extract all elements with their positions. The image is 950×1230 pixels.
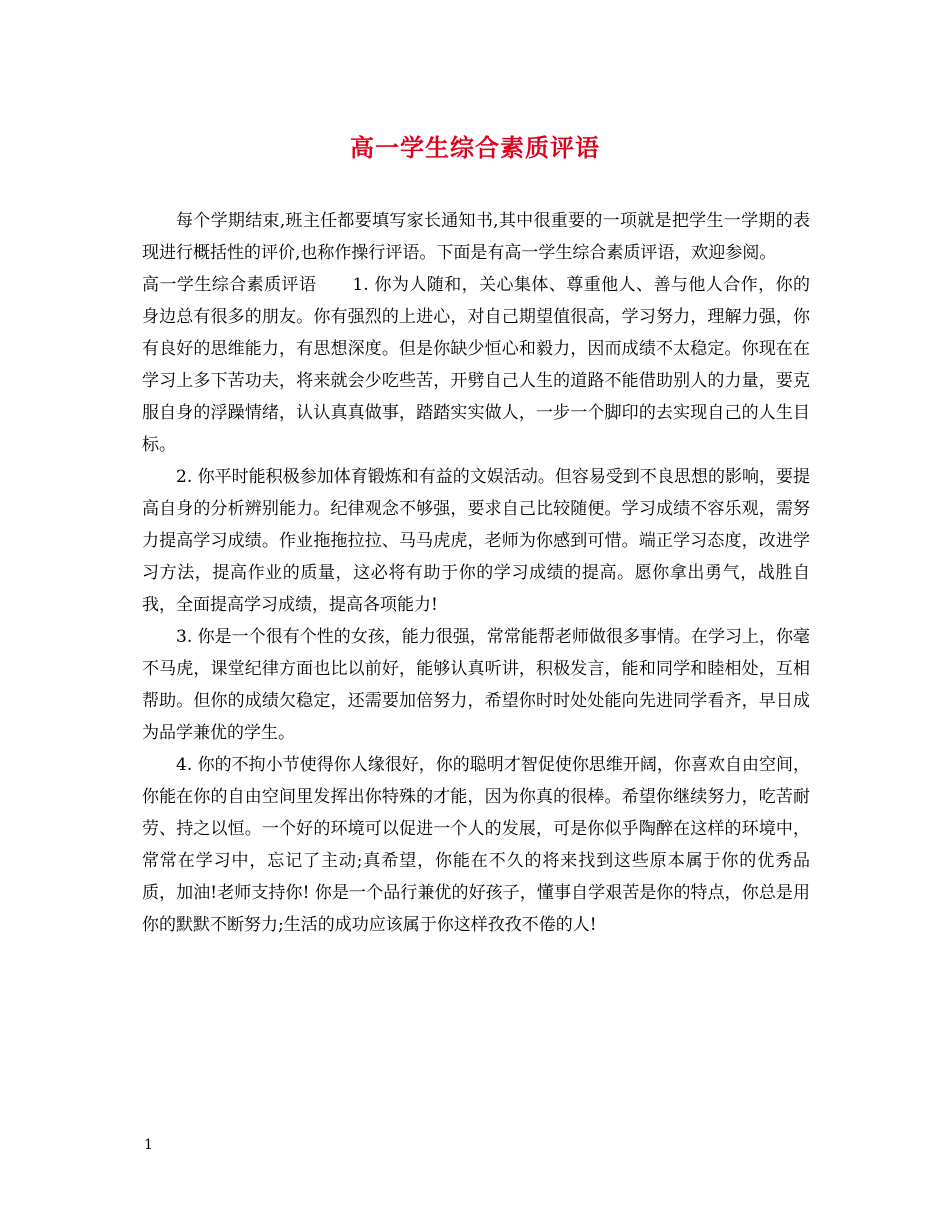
comment-paragraph-4: 4. 你的不拘小节使得你人缘很好，你的聪明才智促使你思维开阔，你喜欢自由空间，你能在你的自由空间里发挥出你特殊的才能，因为你真的很棒。希望你继续努力，吃苦耐劳、持之以恒。一个好的环境可以促进一个人的发展，可是你似乎陶醉在这样的环境中，常常在学习中，忘记了主动;真希望，你能在不久的将来找到这些原本属于你的优秀品质，加油!老师支持你! 你是一个品行兼优的好孩子，懂事自学艰苦是你的特点，你总是用你的默默不断努力;生活的成功应该属于你这样孜孜不倦的人! (142, 755, 810, 935)
document-title: 高一学生综合素质评语 (350, 133, 600, 162)
intro-paragraph: 每个学期结束,班主任都要填写家长通知书,其中很重要的一项就是把学生一学期的表现进行概括性的评价,也称作操行评语。下面是有高一学生综合素质评语，欢迎参阅。 (142, 211, 810, 263)
document-body (142, 205, 810, 941)
comment-paragraph-2: 2. 你平时能积极参加体育锻炼和有益的文娱活动。但容易受到不良思想的影响，要提高自身的分析辨别能力。纪律观念不够强，要求自己比较随便。学习成绩不容乐观，需努力提高学习成绩。作业拖拖拉拉、马马虎虎，老师为你感到可惜。端正学习态度，改进学习方法，提高作业的质量，这必将有助于你的学习成绩的提高。愿你拿出勇气，战胜自我，全面提高学习成绩，提高各项能力! (142, 467, 810, 615)
page-number: 1 (144, 1137, 153, 1153)
section-label: 高一学生综合素质评语 (142, 275, 317, 295)
comment-text-1: 1. 你为人随和，关心集体、尊重他人、善与他人合作，你的身边总有很多的朋友。你有强烈的上进心，对自己期望值很高，学习努力，理解力强，你有良好的思维能力，有思想深度。但是你缺少恒心和毅力，因而成绩不太稳定。你现在在学习上多下苦功夫，将来就会少吃些苦，开劈自己人生的道路不能借助别人的力量，要克服自身的浮躁情绪，认认真真做事，踏踏实实做人，一步一个脚印的去实现自己的人生目标。 (142, 275, 811, 455)
comment-paragraph-3: 3. 你是一个很有个性的女孩，能力很强，常常能帮老师做很多事情。在学习上，你毫不马虎，课堂纪律方面也比以前好，能够认真听讲，积极发言，能和同学和睦相处，互相帮助。但你的成绩欠稳定，还需要加倍努力，希望你时时处处能向先进同学看齐，早日成为品学兼优的学生。 (142, 627, 810, 743)
comment-paragraph-1 (142, 269, 810, 461)
